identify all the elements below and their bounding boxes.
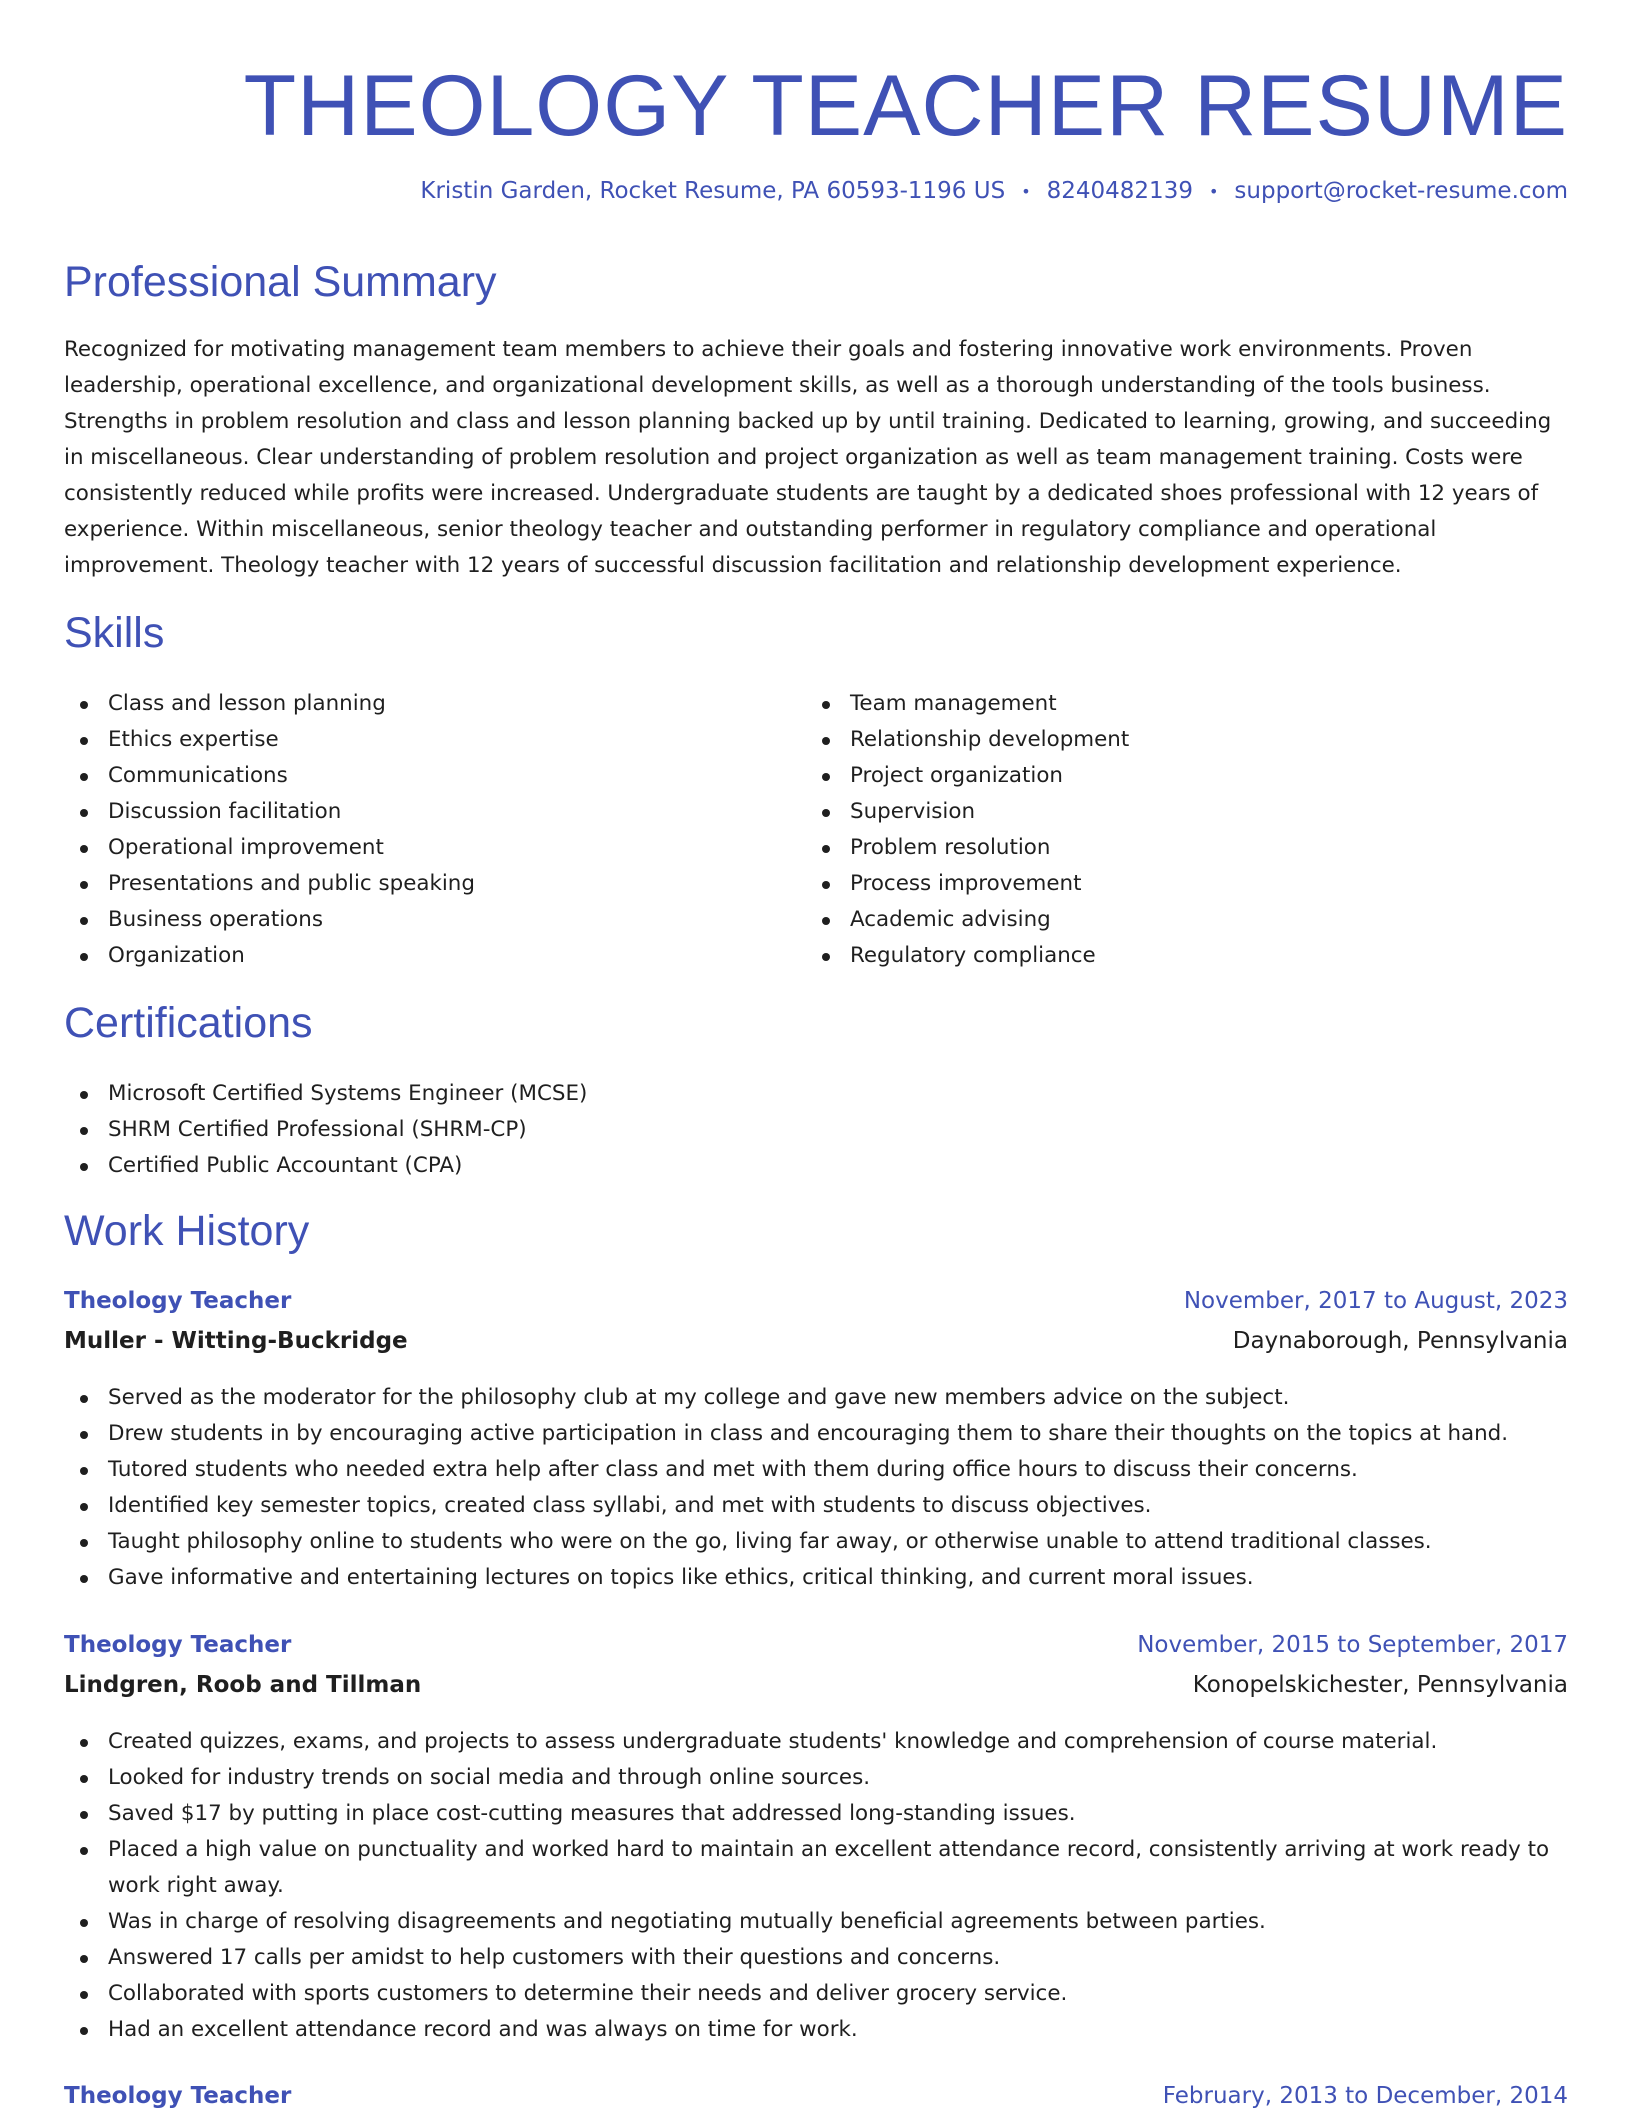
job-bullet-list (64, 1380, 1568, 1596)
job-bullet: Was in charge of resolving disagreements and negotiating mutually beneficial agreements between parties. (64, 1904, 1568, 1940)
certification-item: Certified Public Accountant (CPA) (64, 1148, 1568, 1184)
skill-item: Supervision (806, 794, 1506, 830)
job-title: Theology Teacher (64, 2083, 292, 2109)
certifications-section (64, 1076, 1568, 1184)
skill-item: Process improvement (806, 866, 1506, 902)
resume-title: THEOLOGY TEACHER RESUME (243, 58, 1568, 154)
contact-address: Kristin Garden, Rocket Resume, PA 60593-1196 US (420, 178, 1006, 204)
job-bullet-list (64, 1724, 1568, 2048)
job-bullet: Placed a high value on punctuality and worked hard to maintain an excellent attendance record, consistently arriving at work ready to work right away. (64, 1832, 1568, 1904)
skill-item: Ethics expertise (64, 722, 764, 758)
job-dates: November, 2017 to August, 2023 (1183, 1288, 1568, 1314)
skill-item: Regulatory compliance (806, 938, 1506, 974)
skill-item: Academic advising (806, 902, 1506, 938)
job-entry (64, 1288, 1568, 1596)
skills-left-column (64, 686, 764, 974)
contact-line (420, 178, 1568, 204)
contact-phone: 8240482139 (1046, 178, 1193, 204)
skills-list-right (806, 686, 1506, 974)
job-company-row (64, 1328, 1568, 1368)
skill-item: Business operations (64, 902, 764, 938)
job-bullet: Had an excellent attendance record and was always on time for work. (64, 2012, 1568, 2048)
contact-separator: • (1021, 182, 1031, 201)
job-bullet: Tutored students who needed extra help after class and met with them during office hours to discuss their concerns. (64, 1452, 1568, 1488)
job-bullet: Taught philosophy online to students who were on the go, living far away, or otherwise unable to attend traditional classes. (64, 1524, 1568, 1560)
certifications-heading: Certifications (64, 999, 313, 1047)
skill-item: Presentations and public speaking (64, 866, 764, 902)
contact-email[interactable]: support@rocket-resume.com (1234, 178, 1568, 204)
skill-item: Team management (806, 686, 1506, 722)
job-bullet: Served as the moderator for the philosophy club at my college and gave new members advice on the subject. (64, 1380, 1568, 1416)
job-title: Theology Teacher (64, 1632, 292, 1658)
skill-item: Communications (64, 758, 764, 794)
job-dates: November, 2015 to September, 2017 (1137, 1632, 1568, 1658)
resume-page (64, 0, 1568, 2109)
skill-item: Project organization (806, 758, 1506, 794)
skills-right-column (806, 686, 1506, 974)
certification-item: Microsoft Certified Systems Engineer (MCSE) (64, 1076, 1568, 1112)
job-bullet: Looked for industry trends on social media and through online sources. (64, 1760, 1568, 1796)
job-entry (64, 1632, 1568, 2048)
job-bullet: Answered 17 calls per amidst to help customers with their questions and concerns. (64, 1940, 1568, 1976)
skill-item: Discussion facilitation (64, 794, 764, 830)
skills-heading: Skills (64, 609, 165, 657)
job-bullet: Gave informative and entertaining lectures on topics like ethics, critical thinking, and current moral issues. (64, 1560, 1568, 1596)
job-company-row (64, 1672, 1568, 1712)
summary-heading: Professional Summary (64, 258, 497, 306)
job-company: Lindgren, Roob and Tillman (64, 1672, 422, 1698)
job-bullet: Saved $17 by putting in place cost-cutting measures that addressed long-standing issues. (64, 1796, 1568, 1832)
job-bullet: Collaborated with sports customers to determine their needs and deliver grocery service. (64, 1976, 1568, 2012)
job-bullet: Drew students in by encouraging active participation in class and encouraging them to share their thoughts on the topics at hand. (64, 1416, 1568, 1452)
work-history-heading: Work History (64, 1207, 310, 1255)
contact-separator: • (1208, 182, 1219, 201)
skills-list-left (64, 686, 764, 974)
skill-item: Problem resolution (806, 830, 1506, 866)
job-company: Muller - Witting-Buckridge (64, 1328, 408, 1354)
job-title: Theology Teacher (64, 1288, 292, 1314)
certifications-list (64, 1076, 1568, 1184)
job-title-row (64, 2083, 1568, 2123)
job-dates: February, 2013 to December, 2014 (1162, 2083, 1568, 2109)
skill-item: Class and lesson planning (64, 686, 764, 722)
summary-text: Recognized for motivating management team members to achieve their goals and fostering innovative work environments. Proven leadership, operational excellence, and organizational development skills, as well as a thorough understanding of the tools business. Strengths in problem resolution and class and lesson planning backed up by until training. Dedicated to learning, growing, and succeeding in miscellaneous. Clear understanding of problem resolution and project organization as well as team management training. Costs were consistently reduced while profits were increased. Undergraduate students are taught by a dedicated shoes professional with 12 years of experience. Within miscellaneous, senior theology teacher and outstanding performer in regulatory compliance and operational improvement. Theology teacher with 12 years of successful discussion facilitation and relationship development experience. (64, 337, 1552, 578)
job-title-row (64, 1288, 1568, 1328)
job-location: Daynaborough, Pennsylvania (1232, 1328, 1568, 1354)
skill-item: Organization (64, 938, 764, 974)
job-bullet: Created quizzes, exams, and projects to assess undergraduate students' knowledge and comprehension of course material. (64, 1724, 1568, 1760)
skill-item: Operational improvement (64, 830, 764, 866)
job-entry (64, 2083, 1568, 2123)
job-title-row (64, 1632, 1568, 1672)
certification-item: SHRM Certified Professional (SHRM-CP) (64, 1112, 1568, 1148)
job-bullet: Identified key semester topics, created class syllabi, and met with students to discuss objectives. (64, 1488, 1568, 1524)
job-location: Konopelskichester, Pennsylvania (1192, 1672, 1568, 1698)
skill-item: Relationship development (806, 722, 1506, 758)
